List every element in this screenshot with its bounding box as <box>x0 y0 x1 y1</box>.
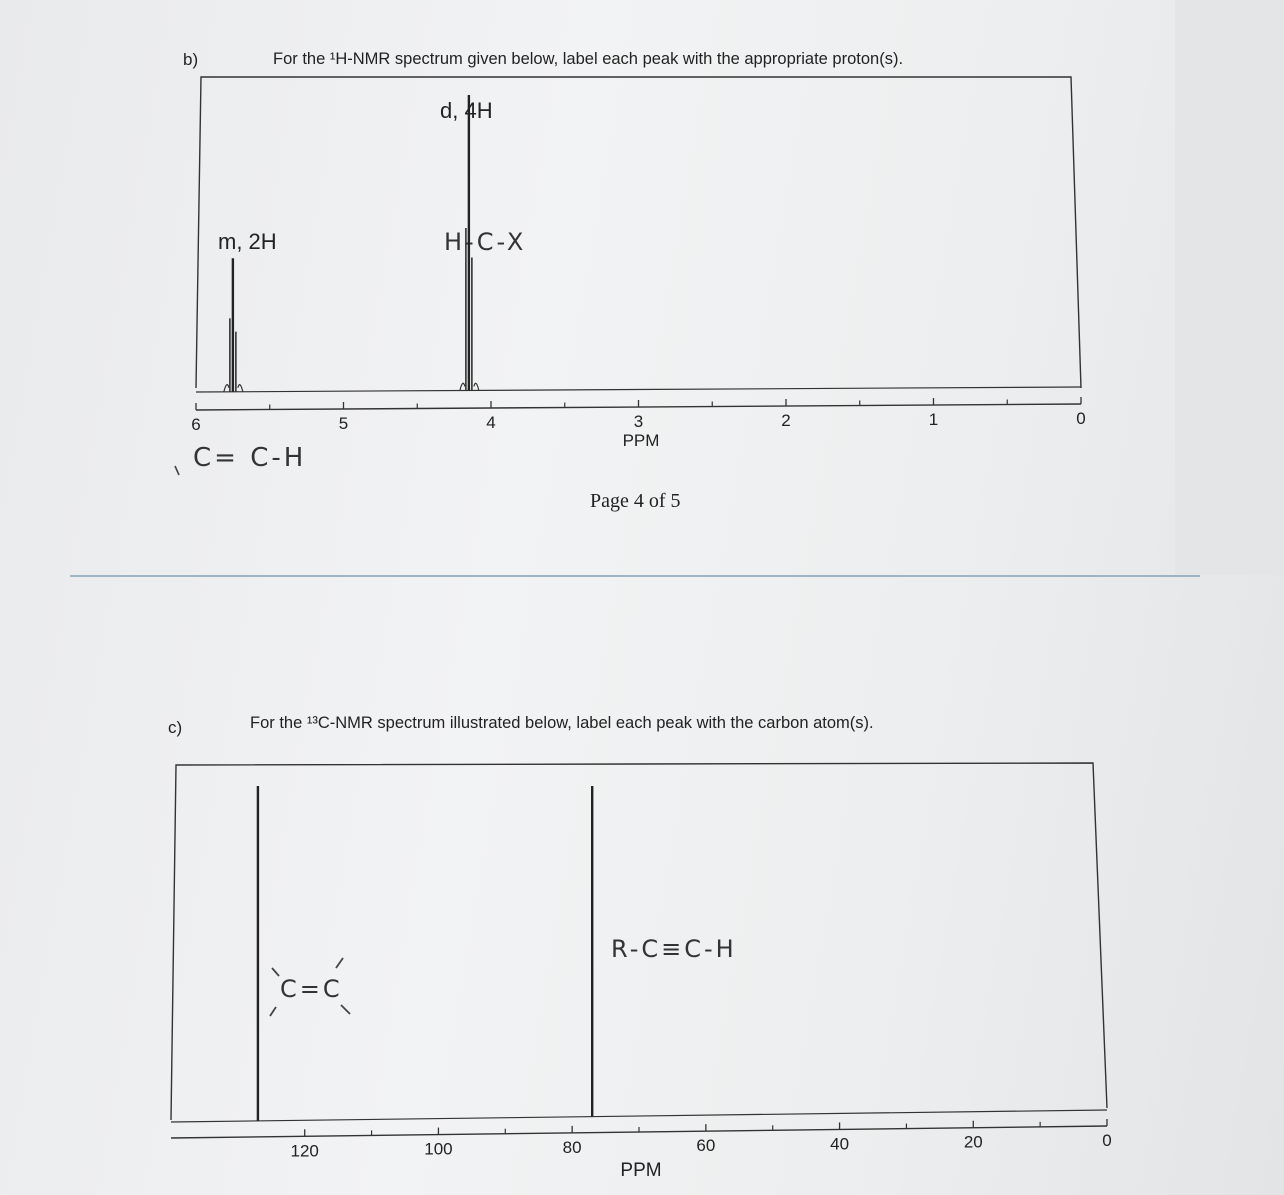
h-nmr-tick-label: 2 <box>781 411 791 430</box>
c-nmr-tick-label: 60 <box>696 1136 716 1156</box>
h-nmr-tick-label: 5 <box>338 414 349 433</box>
part-b-prompt: For the ¹H-NMR spectrum given below, label each peak with the appropriate proton(s). <box>273 50 904 68</box>
c-nmr-tick-label: 0 <box>1102 1131 1112 1150</box>
h-nmr-tick-label: 1 <box>928 410 939 429</box>
c-nmr-tick-label: 20 <box>963 1132 983 1152</box>
h-nmr-xlabel: PPM <box>622 431 660 450</box>
c-nmr-tick-label: 40 <box>830 1134 850 1154</box>
handwritten-alpha-proton: H-C-X <box>444 228 527 256</box>
handwritten-alkyne-carbon: R-C≡C-H <box>611 935 737 963</box>
c-nmr-frame <box>171 763 1107 1120</box>
h-nmr-tick-label: 6 <box>191 415 201 434</box>
c-nmr-tick-label: 80 <box>562 1137 582 1157</box>
peak-label-m2h: m, 2H <box>218 229 277 254</box>
h-nmr-tick-label: 0 <box>1076 409 1086 428</box>
c-nmr-xlabel: PPM <box>620 1160 662 1181</box>
h-nmr-frame <box>196 77 1081 388</box>
handwritten-bond-strokes <box>270 958 350 1016</box>
c-nmr-tick-label: 120 <box>290 1141 319 1161</box>
part-b-letter: b) <box>183 50 199 69</box>
handwritten-tick-mark <box>175 466 179 475</box>
peak-label-d4h: d, 4H <box>440 98 493 123</box>
h-nmr-tick-label: 3 <box>633 412 644 431</box>
part-c-letter: c) <box>168 718 183 737</box>
c-nmr-tick-label: 100 <box>424 1139 453 1159</box>
handwritten-alkene-carbon: C=C <box>280 975 343 1003</box>
h-nmr-tick-label: 4 <box>486 413 496 432</box>
part-c-prompt: For the ¹³C-NMR spectrum illustrated below, label each peak with the carbon atom(s). <box>250 714 874 732</box>
c-nmr-baseline <box>171 1110 1107 1122</box>
page-number: Page 4 of 5 <box>590 490 681 512</box>
handwritten-vinyl-proton: C= C-H <box>193 443 307 473</box>
h-nmr-baseline <box>196 387 1081 392</box>
